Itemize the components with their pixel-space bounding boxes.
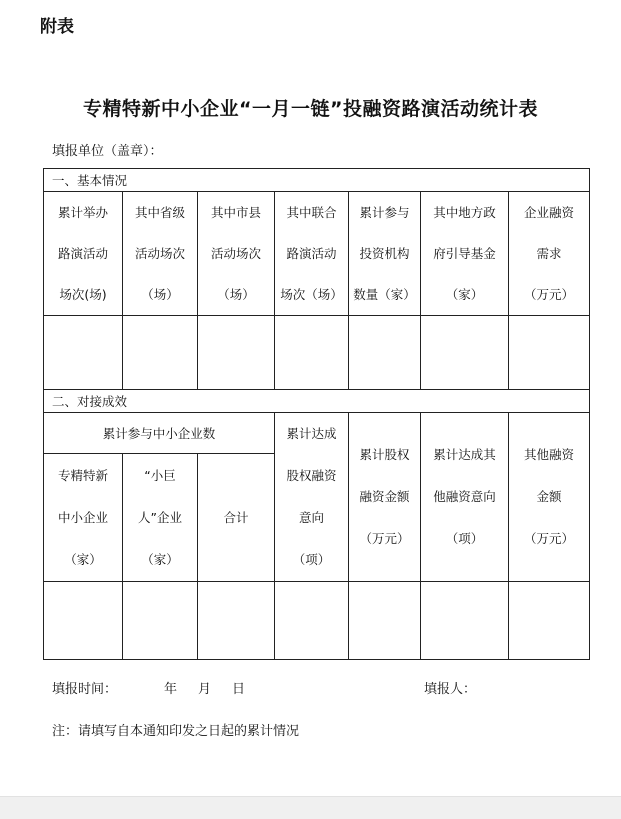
reporter-label: 填报人： — [424, 682, 477, 697]
entry-cell[interactable] — [509, 316, 590, 390]
fill-time-label: 填报时间： — [52, 682, 118, 697]
section1-entry-row — [44, 316, 590, 390]
header-little-giant: “小巨 人”企业 （家） — [123, 454, 198, 582]
entry-cell[interactable] — [123, 582, 198, 660]
entry-cell[interactable] — [198, 582, 275, 660]
header-total-roadshows: 累计举办 路演活动 场次(场) — [44, 192, 123, 316]
entry-cell[interactable] — [123, 316, 198, 390]
entry-cell[interactable] — [44, 316, 123, 390]
header-other-intent: 累计达成其 他融资意向 （项） — [421, 413, 509, 582]
header-provincial-sessions: 其中省级 活动场次 （场） — [123, 192, 198, 316]
year-label: 年 — [164, 682, 178, 697]
section2-title-row — [44, 390, 590, 413]
header-group-smes: 累计参与中小企业数 — [44, 413, 275, 454]
header-city-county-sessions: 其中市县 活动场次 （场） — [198, 192, 275, 316]
entry-cell[interactable] — [509, 582, 590, 660]
entry-cell[interactable] — [275, 316, 349, 390]
fill-time-line — [52, 678, 245, 697]
section1-header-row — [44, 192, 590, 316]
attachment-label: 附表 — [40, 17, 74, 37]
section2-title: 二、对接成效 — [44, 390, 590, 413]
day-label: 日 — [232, 682, 246, 697]
header-specialized-smes: 专精特新 中小企业 （家） — [44, 454, 123, 582]
section2-entry-row — [44, 582, 590, 660]
header-other-amount: 其他融资 金额 （万元） — [509, 413, 590, 582]
section1-title-row — [44, 169, 590, 192]
bottom-bar — [0, 796, 621, 819]
header-equity-amount: 累计股权 融资金额 （万元） — [349, 413, 421, 582]
header-guidance-funds: 其中地方政 府引导基金 （家） — [421, 192, 509, 316]
header-financing-demand: 企业融资 需求 （万元） — [509, 192, 590, 316]
section1-title: 一、基本情况 — [44, 169, 590, 192]
entry-cell[interactable] — [421, 316, 509, 390]
header-total: 合计 — [198, 454, 275, 582]
footnote: 注：请填写自本通知印发之日起的累计情况 — [52, 724, 300, 739]
entry-cell[interactable] — [198, 316, 275, 390]
entry-cell[interactable] — [349, 582, 421, 660]
reporting-unit-label: 填报单位（盖章）： — [52, 144, 163, 159]
entry-cell[interactable] — [275, 582, 349, 660]
statistics-table — [43, 168, 590, 660]
header-joint-roadshows: 其中联合 路演活动 场次（场） — [275, 192, 349, 316]
entry-cell[interactable] — [421, 582, 509, 660]
header-equity-intent: 累计达成 股权融资 意向 （项） — [275, 413, 349, 582]
entry-cell[interactable] — [44, 582, 123, 660]
entry-cell[interactable] — [349, 316, 421, 390]
month-label: 月 — [198, 682, 212, 697]
section2-header-row-1 — [44, 413, 590, 454]
header-investment-institutions: 累计参与 投资机构 数量（家） — [349, 192, 421, 316]
document-title: 专精特新中小企业“一月一链”投融资路演活动统计表 — [83, 98, 538, 120]
